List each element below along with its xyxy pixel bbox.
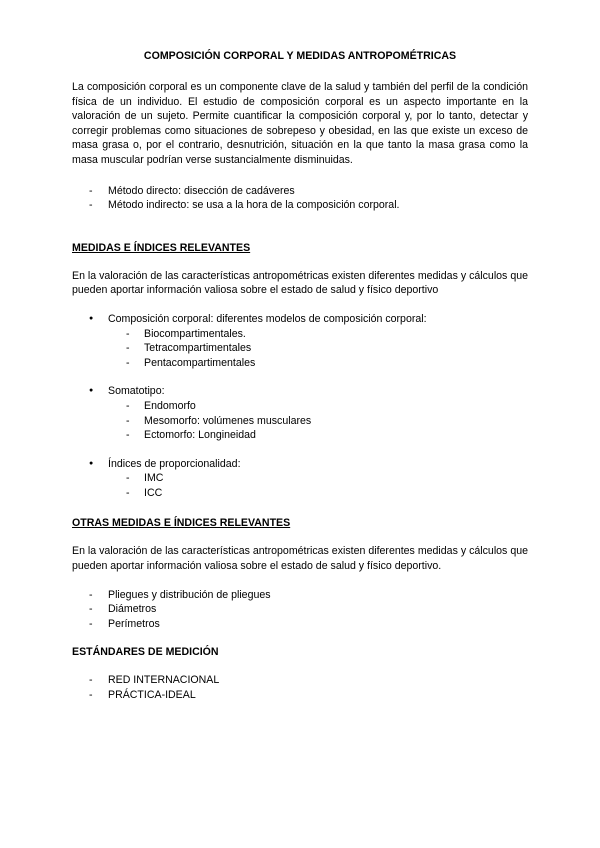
list-item: - Endomorfo (108, 399, 528, 414)
list-item: - RED INTERNACIONAL (72, 673, 528, 688)
section2-list (72, 588, 528, 632)
bullet-label: Composición corporal: diferentes modelos de composición corporal: (108, 312, 427, 325)
section1-paragraph: En la valoración de las características antropométricas existen diferentes medidas y cálculos que pueden aportar información valiosa sobre el estado de salud y físico deportivo (72, 269, 528, 297)
section1-bullets (72, 312, 528, 501)
bullet-label: Somatotipo: (108, 385, 165, 398)
document-title: COMPOSICIÓN CORPORAL Y MEDIDAS ANTROPOMÉTRICAS (143, 50, 457, 62)
list-item: - IMC (108, 471, 528, 486)
bullet-item-somatotipo (72, 384, 528, 442)
list-item: - ICC (108, 486, 528, 501)
section2-heading: OTRAS MEDIDAS E ÍNDICES RELEVANTES (72, 517, 291, 530)
bullet-label: Índices de proporcionalidad: (108, 457, 241, 470)
list-item: - Método directo: disección de cadáveres (72, 184, 528, 199)
list-item: - Método indirecto: se usa a la hora de la composición corporal. (72, 198, 528, 213)
list-item: - Pentacompartimentales (108, 356, 528, 371)
list-item: - Biocompartimentales. (108, 327, 528, 342)
sub-list (108, 399, 528, 443)
list-item: - Mesomorfo: volúmenes musculares (108, 414, 528, 429)
sub-list (108, 327, 528, 371)
section3-list (72, 673, 528, 702)
list-item: - Diámetros (72, 602, 528, 617)
section1-heading: MEDIDAS E ÍNDICES RELEVANTES (72, 241, 251, 254)
sub-list (108, 471, 528, 500)
intro-paragraph: La composición corporal es un componente clave de la salud y también del perfil de la condición física de un individuo. El estudio de composición corporal es un aspecto importante en la valoración de un sujeto. Permite cuantificar la composición corporal y, por lo tanto, detectar y corregir problemas como situaciones de sobrepeso y obesidad, en las que existe un exceso de masa grasa o, por el contrario, desnutrición, situación en la que tanto la masa grasa como la masa muscular podrían verse sustancialmente disminuidas. (72, 81, 528, 166)
section3-heading: ESTÁNDARES DE MEDICIÓN (72, 646, 219, 659)
document-page (72, 50, 528, 703)
bullet-item-indices (72, 457, 528, 501)
list-item: - PRÁCTICA-IDEAL (72, 688, 528, 703)
section2-paragraph: En la valoración de las características antropométricas existen diferentes medidas y cálculos que pueden aportar información valiosa sobre el estado de salud y físico deportivo. (72, 545, 528, 573)
bullet-item-composicion (72, 312, 528, 370)
list-item: - Tetracompartimentales (108, 341, 528, 356)
list-item: - Ectomorfo: Longineidad (108, 428, 528, 443)
list-item: - Pliegues y distribución de pliegues (72, 588, 528, 603)
list-item: - Perímetros (72, 617, 528, 632)
methods-list (72, 184, 528, 213)
